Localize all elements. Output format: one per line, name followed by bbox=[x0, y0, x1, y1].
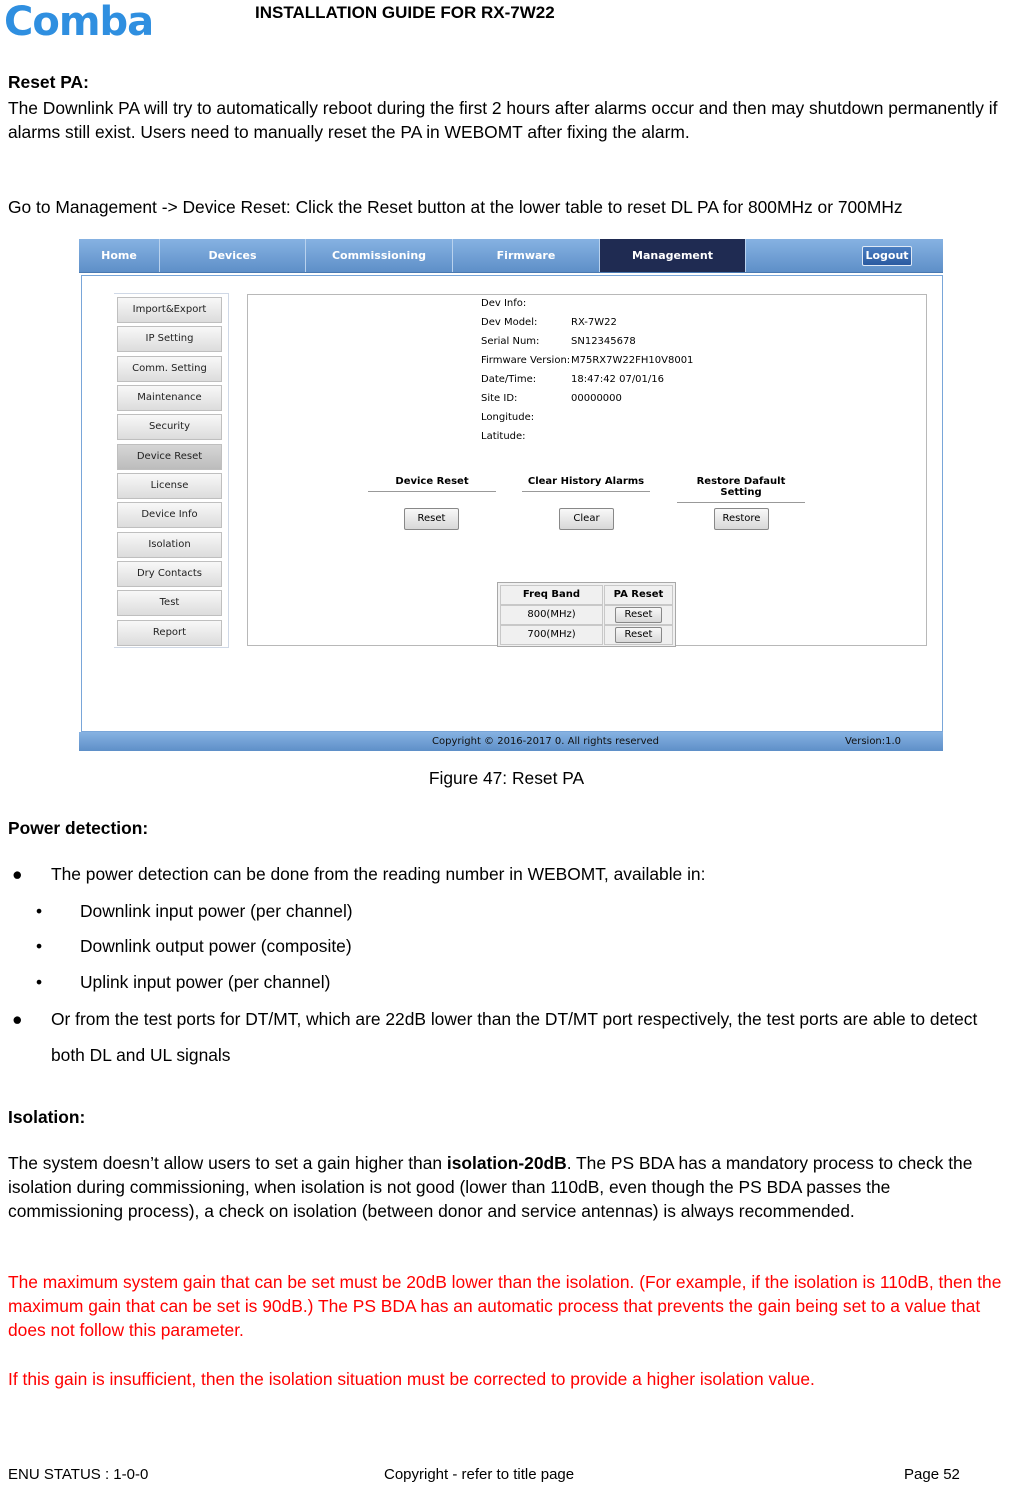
table-row-800-band: 800(MHz) bbox=[500, 605, 603, 625]
sub-bullet-2: Downlink output power (composite) bbox=[80, 936, 352, 956]
table-row-700-cell bbox=[604, 625, 673, 645]
device-reset-title: Device Reset bbox=[368, 476, 496, 492]
pa-reset-header: PA Reset bbox=[604, 585, 673, 605]
restore-button[interactable]: Restore bbox=[714, 508, 769, 530]
table-row-800-cell bbox=[604, 605, 673, 625]
document-title: INSTALLATION GUIDE FOR RX-7W22 bbox=[255, 3, 555, 22]
tab-commissioning[interactable]: Commissioning bbox=[306, 239, 453, 272]
reset-700-button[interactable]: Reset bbox=[615, 627, 662, 643]
sidebar-item-test[interactable]: Test bbox=[117, 590, 222, 616]
isolation-warning: The maximum system gain that can be set must be 20dB lower than the isolation. (For example, if the isolation is 110dB, then the maximum gain that can be set is 90dB.) The PS BDA has an automatic process that prevents the gain being set to a value that does not follow this parameter. bbox=[8, 1272, 1002, 1340]
device-reset-button[interactable]: Reset bbox=[404, 508, 459, 530]
footer-copyright: Copyright - refer to title page bbox=[384, 1466, 575, 1483]
reset-pa-instructions: Go to Management -> Device Reset: Click the Reset button at the lower table to reset DL PA for 800MHz or 700MHz bbox=[8, 197, 903, 217]
longitude-label: Longitude: bbox=[481, 412, 535, 423]
device-reset-panel bbox=[247, 294, 927, 646]
tab-management[interactable]: Management bbox=[600, 239, 746, 272]
bullet-dot: ● bbox=[12, 1009, 23, 1029]
isolation-paragraph: The system doesn’t allow users to set a gain higher than isolation-20dB. The PS BDA has a mandatory process to check the isolation during commissioning, when isolation is not good (lower than 110dB, even though the PS BDA passes the commissioning process), a check on isolation (between donor and service antennas) is always recommended. bbox=[8, 1153, 973, 1221]
sub-bullet-dot: • bbox=[36, 936, 43, 956]
tab-home[interactable]: Home bbox=[79, 239, 160, 272]
site-id-value: 00000000 bbox=[571, 393, 622, 404]
sidebar-item-isolation[interactable]: Isolation bbox=[117, 532, 222, 558]
firmware-version-label: Firmware Version: bbox=[481, 355, 571, 366]
webomt-screenshot bbox=[79, 239, 943, 752]
dev-model-value: RX-7W22 bbox=[571, 317, 617, 328]
date-time-value: 18:47:42 07/01/16 bbox=[571, 374, 665, 385]
tab-devices[interactable]: Devices bbox=[160, 239, 306, 272]
reset-800-button[interactable]: Reset bbox=[615, 607, 662, 623]
firmware-version-value: M75RX7W22FH10V8001 bbox=[571, 355, 694, 366]
sidebar-item-comm-setting[interactable]: Comm. Setting bbox=[117, 356, 222, 382]
sidebar-item-maintenance[interactable]: Maintenance bbox=[117, 385, 222, 411]
freq-band-header: Freq Band bbox=[500, 585, 603, 605]
pa-reset-table bbox=[497, 582, 676, 647]
status-bar bbox=[79, 732, 943, 751]
sub-bullet-3: Uplink input power (per channel) bbox=[80, 972, 331, 992]
power-detection-heading: Power detection: bbox=[8, 818, 149, 838]
isolation-heading: Isolation: bbox=[8, 1107, 86, 1127]
sidebar-item-device-info[interactable]: Device Info bbox=[117, 502, 222, 528]
sub-bullet-dot: • bbox=[36, 901, 43, 921]
clear-history-alarms-title: Clear History Alarms bbox=[522, 476, 650, 492]
reset-pa-heading: Reset PA: bbox=[8, 72, 89, 92]
reset-pa-paragraph: The Downlink PA will try to automatically reboot during the first 2 hours after alarms occur and then may shutdown permanently if alarms still exist. Users need to manually reset the PA in WEBOMT after fixing the alarm. bbox=[8, 98, 998, 142]
logout-button[interactable]: Logout bbox=[862, 246, 912, 266]
sub-bullet-1: Downlink input power (per channel) bbox=[80, 901, 353, 921]
power-bullet-2: Or from the test ports for DT/MT, which are 22dB lower than the DT/MT port respectively, the test ports are able to detect both DL and UL signals bbox=[51, 1009, 978, 1065]
figure-caption: Figure 47: Reset PA bbox=[428, 768, 585, 788]
webui-copyright: Copyright © 2016-2017 0. All rights reserved bbox=[432, 736, 660, 747]
tab-firmware[interactable]: Firmware bbox=[453, 239, 600, 272]
sidebar-item-report[interactable]: Report bbox=[117, 620, 222, 646]
dev-model-label: Dev Model: bbox=[481, 317, 538, 328]
webui-version: Version:1.0 bbox=[845, 736, 902, 747]
latitude-label: Latitude: bbox=[481, 431, 526, 442]
clear-alarms-button[interactable]: Clear bbox=[559, 508, 614, 530]
sidebar-item-license[interactable]: License bbox=[117, 473, 222, 499]
footer-status: ENU STATUS : 1-0-0 bbox=[8, 1466, 149, 1483]
serial-num-value: SN12345678 bbox=[571, 336, 636, 347]
sidebar-item-dry-contacts[interactable]: Dry Contacts bbox=[117, 561, 222, 587]
sidebar-item-security[interactable]: Security bbox=[117, 414, 222, 440]
isolation-note: If this gain is insufficient, then the isolation situation must be corrected to provide a higher isolation value. bbox=[8, 1369, 815, 1389]
sidebar-item-ip-setting[interactable]: IP Setting bbox=[117, 326, 222, 352]
sidebar-item-import-export[interactable]: Import&Export bbox=[117, 297, 222, 323]
management-sidebar bbox=[114, 293, 229, 648]
sidebar-item-device-reset[interactable]: Device Reset bbox=[117, 444, 222, 470]
top-nav bbox=[79, 239, 943, 273]
sub-bullet-dot: • bbox=[36, 972, 43, 992]
table-row-700-band: 700(MHz) bbox=[500, 625, 603, 645]
footer-page-number: Page 52 bbox=[904, 1466, 960, 1483]
bullet-dot: ● bbox=[12, 864, 23, 884]
comba-logo: Comba bbox=[4, 0, 154, 45]
site-id-label: Site ID: bbox=[481, 393, 518, 404]
serial-num-label: Serial Num: bbox=[481, 336, 540, 347]
dev-info-title: Dev Info: bbox=[481, 298, 527, 309]
restore-default-title: Restore Dafault Setting bbox=[677, 476, 805, 503]
date-time-label: Date/Time: bbox=[481, 374, 537, 385]
main-frame bbox=[81, 275, 943, 732]
power-bullet-1: The power detection can be done from the reading number in WEBOMT, available in: bbox=[51, 864, 706, 884]
